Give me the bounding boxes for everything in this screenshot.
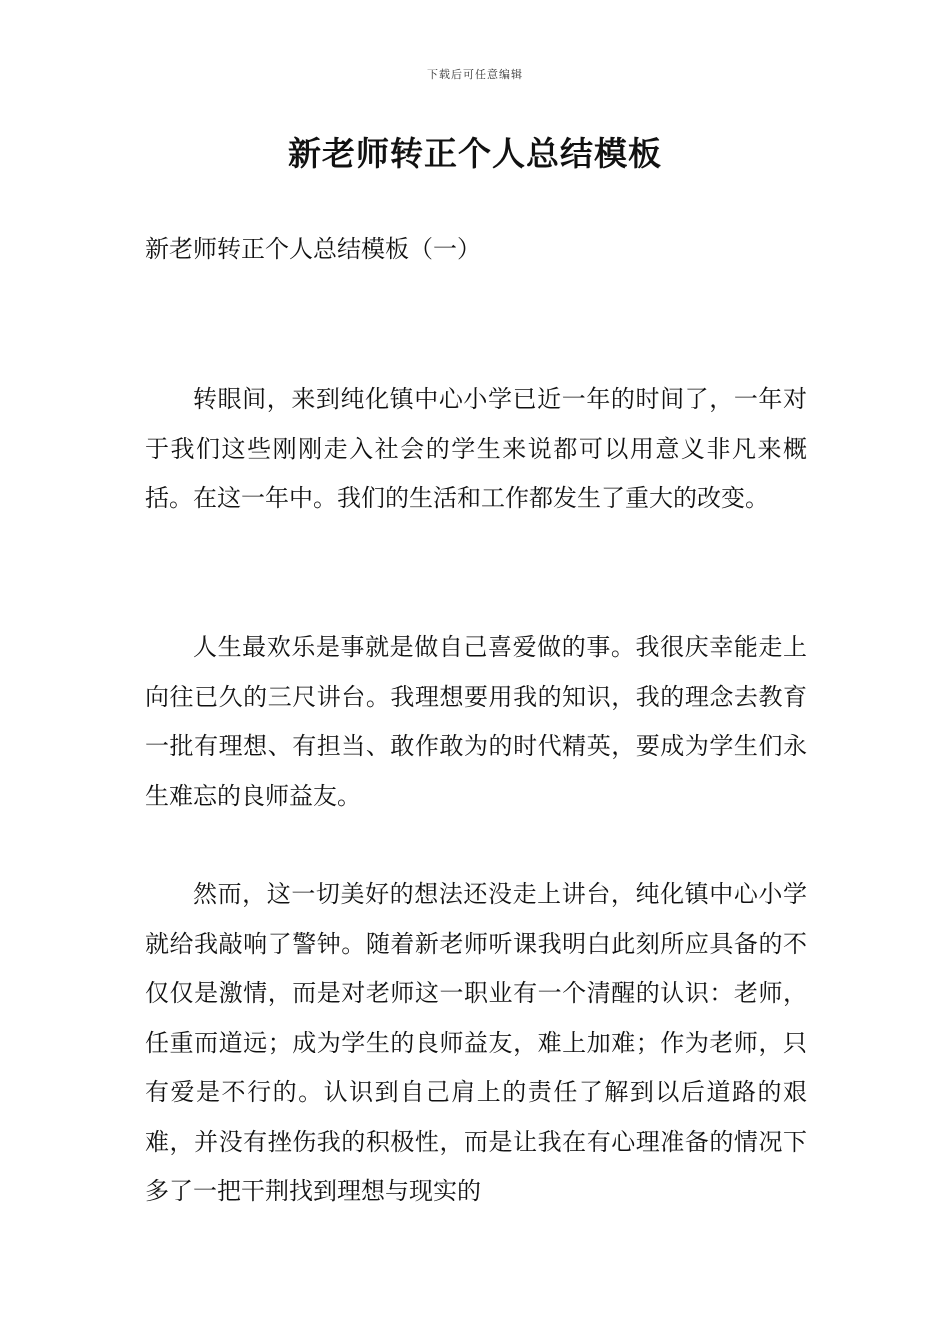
header-note: 下载后可任意编辑 [427, 68, 523, 81]
document-title: 新老师转正个人总结模板 [288, 134, 662, 173]
paragraph-1: 转眼间，来到纯化镇中心小学已近一年的时间了，一年对于我们这些刚刚走入社会的学生来说都可以用意义非凡来概括。在这一年中。我们的生活和工作都发生了重大的改变。 [145, 385, 807, 512]
paragraph-2: 人生最欢乐是事就是做自己喜爱做的事。我很庆幸能走上向往已久的三尺讲台。我理想要用我的知识，我的理念去教育一批有理想、有担当、敢作敢为的时代精英，要成为学生们永生难忘的良师益友。 [145, 633, 807, 810]
paragraph-3: 然而，这一切美好的想法还没走上讲台，纯化镇中心小学就给我敲响了警钟。随着新老师听课我明白此刻所应具备的不仅仅是激情，而是对老师这一职业有一个清醒的认识：老师，任重而道远；成为学生的良师益友，难上加难；作为老师，只有爱是不行的。认识到自己肩上的责任了解到以后道路的艰难，并没有挫伤我的积极性，而是让我在有心理准备的情况下多了一把干荆找到理想与现实的 [145, 880, 807, 1205]
section-subtitle: 新老师转正个人总结模板（一） [145, 235, 481, 263]
